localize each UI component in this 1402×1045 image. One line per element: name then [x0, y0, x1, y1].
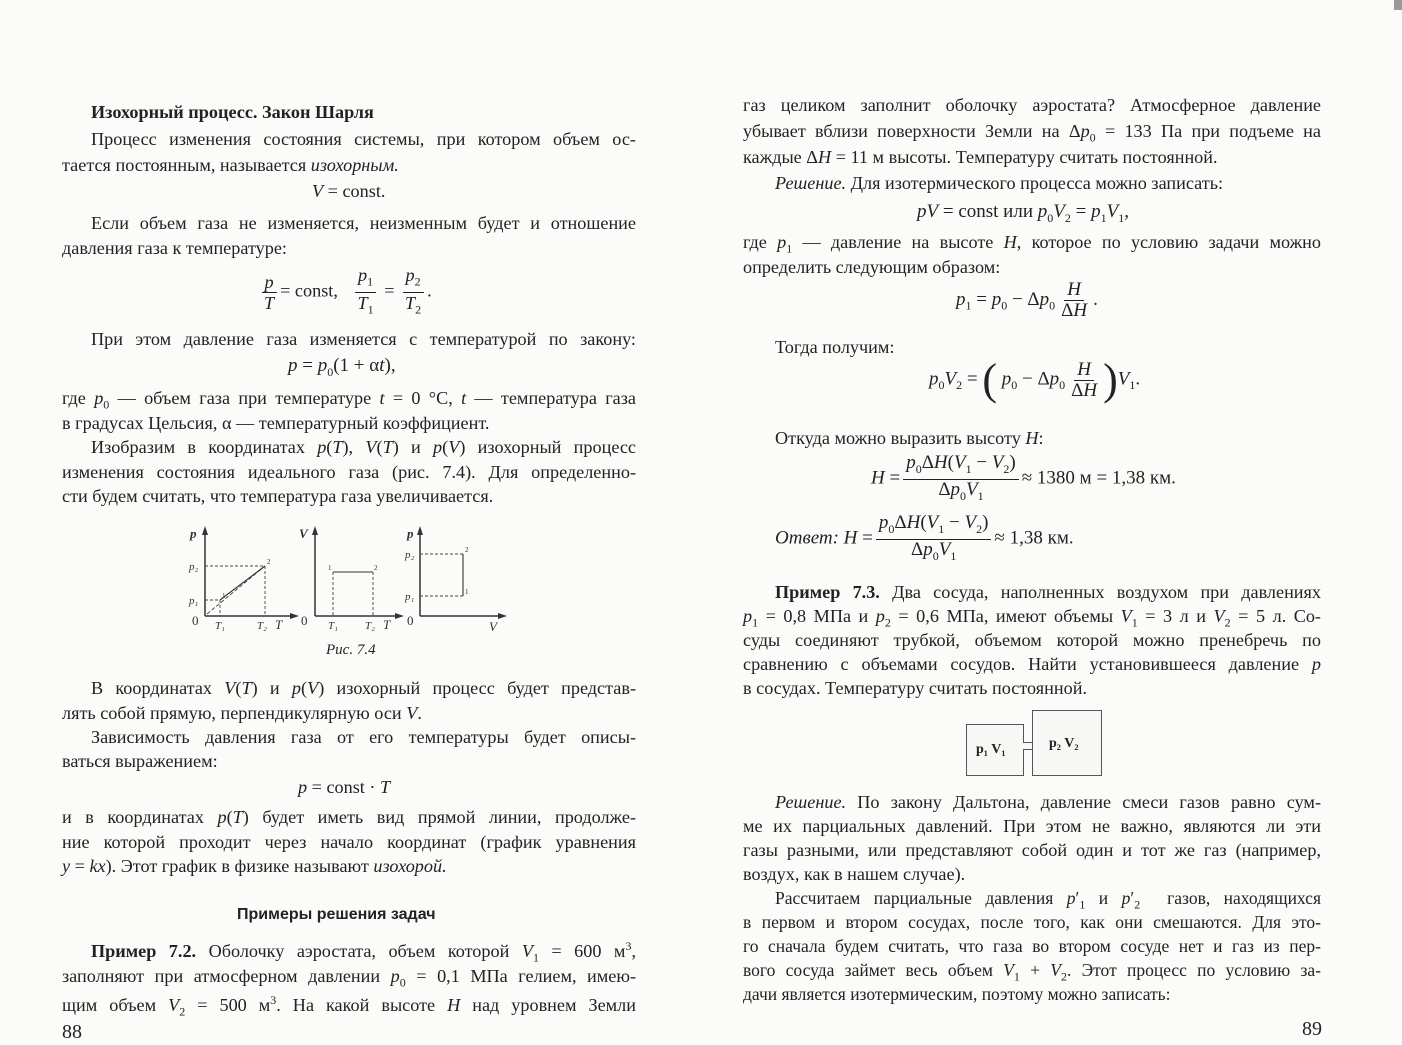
- answer-equation: Ответ: H = $\frac{p_0\Delta H(V_1 - V_2)}{\Delta p_0V_1}$ ≈ 1,38 км.: [775, 512, 1074, 563]
- svg-text:1: 1: [328, 564, 332, 572]
- svg-text:2: 2: [374, 564, 378, 572]
- graph-V-T: [299, 526, 404, 632]
- paragraph-line: в градусах Цельсия, α — температурный коэффициент.: [62, 413, 490, 433]
- paragraph-line: тается постоянным, называется изохорным.: [62, 155, 399, 175]
- svg-text:1: 1: [465, 588, 469, 596]
- svg-text:T₁: T₁: [328, 620, 338, 632]
- svg-text:p: p: [407, 526, 414, 541]
- paragraph-line: каждые ΔH = 11 м высоты. Температуру считать постоянной.: [743, 147, 1218, 167]
- svg-text:T₂: T₂: [257, 620, 267, 632]
- equation-isothermal: pV = const или $p_0V_2 = p_1V_1$,: [917, 201, 1129, 225]
- svg-text:p₁: p₁: [405, 591, 415, 603]
- svg-text:p: p: [190, 526, 197, 541]
- equation-H: H = $\frac{p_0\Delta H(V_1 - V_2)}{\Delta p_0V_1}$ ≈ 1380 м = 1,38 км.: [871, 452, 1176, 503]
- paragraph-line: Процесс изменения состояния системы, при котором объем ос-: [91, 129, 636, 149]
- svg-text:T₁: T₁: [215, 620, 225, 632]
- paragraph-line: Зависимость давления газа от его температуры будет описы-: [91, 727, 636, 747]
- equation-isochoric: V = const.: [312, 181, 386, 201]
- calc-line: вого сосуда займет весь объем $V_1 + V_2$. Этот процесс по условию за-: [743, 960, 1322, 984]
- svg-text:V: V: [299, 526, 308, 541]
- vessel-2: p₂ V₂: [1032, 710, 1102, 776]
- example-7-2-line: заполняют при атмосферном давлении $p_0 = 0,1$ МПа гелием, имею-: [62, 966, 636, 990]
- figure-isochoric-graphs: [185, 520, 515, 635]
- paragraph-line: определить следующим образом:: [743, 257, 1001, 277]
- svg-text:2: 2: [267, 558, 271, 566]
- paragraph-line: В координатах V(T) и p(V) изохорный процесс будет представ-: [91, 678, 636, 698]
- equation-p1: $p_1 = p_0 - \Delta p_0$ $\frac{H}{\Delta H}$ .: [956, 279, 1098, 321]
- example-7-2-line: щим объем $V_2 = 500$ $м^3$. На какой высоте H над уровнем Земли: [62, 993, 636, 1019]
- svg-text:p₂: p₂: [405, 549, 415, 561]
- right-page: [701, 0, 1402, 1045]
- equation-charles: $\frac{p}{T}$ = const, $\frac{p_1}{T_1}$ = $\frac{p_2}{T_2}$ .: [258, 265, 432, 319]
- equation-substituted: $p_0V_2$ = ( $p_0 - \Delta p_0$ $\frac{H}{\Delta H}$ )$V_1$.: [929, 355, 1141, 404]
- vessel-1: p₁ V₁: [966, 724, 1024, 776]
- svg-text:T₂: T₂: [365, 620, 375, 632]
- paragraph-line: ние которой проходит через начало координат (график уравнения: [62, 832, 636, 852]
- paragraph-line: давления газа к температуре:: [62, 238, 287, 258]
- equation-p-const-T: p = const · T: [298, 777, 391, 797]
- paragraph-line: где $p_1$ — давление на высоте H, которое по условию задачи можно: [743, 232, 1321, 256]
- paragraph-line: газ целиком заполнит оболочку аэростата? Атмосферное давление: [743, 95, 1321, 115]
- svg-text:0: 0: [301, 613, 308, 628]
- paragraph-line: Тогда получим:: [775, 337, 895, 357]
- paragraph-line: и в координатах p(T) будет иметь вид прямой линии, продолже-: [62, 807, 636, 827]
- solution-line: Решение. По закону Дальтона, давление смеси газов равно сум-: [775, 792, 1321, 812]
- svg-text:p₂: p₂: [189, 561, 199, 573]
- figure-caption: Рис. 7.4: [326, 642, 376, 658]
- solution-line: газы разными, или представляют собой один и тот же газ (например,: [743, 840, 1321, 860]
- calc-line: го сначала будем считать, что газа во втором сосуде нет и газ из пер-: [743, 936, 1321, 956]
- paragraph-line: убывает вблизи поверхности Земли на $\Delta p_0 = 133$ Па при подъеме на: [743, 121, 1321, 145]
- svg-text:0: 0: [192, 613, 199, 628]
- solution-line: ме их парциальных давлений. При этом не важно, являются ли эти: [743, 816, 1321, 836]
- equation-pressure-law: $p = p_0(1 + \alpha t)$,: [288, 355, 396, 379]
- page-number-right: 89: [1302, 1018, 1322, 1040]
- paragraph-line: Если объем газа не изменяется, неизменным будет и отношение: [91, 213, 636, 233]
- svg-text:p₁: p₁: [189, 595, 199, 607]
- svg-text:1: 1: [222, 592, 226, 600]
- paragraph-line: где $p_0$ — объем газа при температуре t = 0 °C, t — температура газа: [62, 388, 636, 412]
- page-number-left: 88: [62, 1021, 82, 1043]
- calc-line: в первом и втором сосудах, после того, как они смешаются. Для это-: [743, 912, 1321, 932]
- example-7-3-line: Пример 7.3. Два сосуда, наполненных воздухом при давлениях: [775, 582, 1321, 602]
- paragraph-line: y = kx). Этот график в физике называют изохорой.: [62, 856, 447, 876]
- paragraph-line: ваться выражением:: [62, 751, 218, 771]
- solution-line: Решение. Для изотермического процесса можно записать:: [775, 173, 1224, 193]
- example-7-3-line: в сосудах. Температуру считать постоянной.: [743, 678, 1088, 698]
- example-7-3-line: сравнению с объемами сосудов. Найти установившееся давление p: [743, 654, 1321, 674]
- examples-section-title: Примеры решения задач: [237, 906, 436, 923]
- svg-text:2: 2: [465, 546, 469, 554]
- paragraph-line: лять собой прямую, перпендикулярную оси V.: [62, 703, 422, 723]
- calc-line: Рассчитаем парциальные давления $p'_1$ и $p'_2$ газов, находящихся: [775, 888, 1321, 912]
- example-7-3-line: суды соединяют трубкой, объемом которой можно пренебречь по: [743, 630, 1321, 650]
- paragraph-line: изменения состояния идеального газа (рис. 7.4). Для определенно-: [62, 462, 636, 482]
- graph-p-V: [404, 526, 507, 634]
- solution-line: воздух, как в нашем случае).: [743, 864, 966, 884]
- svg-text:V: V: [489, 619, 497, 634]
- example-7-2-line: Пример 7.2. Оболочку аэростата, объем которой $V_1 = 600$ $м^3$,: [91, 939, 636, 965]
- paragraph-line: Откуда можно выразить высоту H:: [775, 428, 1044, 448]
- example-7-3-line: $p_1 = 0,8$ МПа и $p_2 = 0,6$ МПа, имеют объемы $V_1 = 3$ л и $V_2 = 5$ л. Со-: [743, 606, 1321, 630]
- paragraph-line: Изобразим в координатах p(T), V(T) и p(V) изохорный процесс: [91, 437, 636, 457]
- paragraph-line: сти будем считать, что температура газа увеличивается.: [62, 486, 494, 506]
- paragraph-line: При этом давление газа изменяется с температурой по закону:: [91, 329, 636, 349]
- graph-p-T: [188, 526, 299, 632]
- svg-text:T: T: [275, 617, 283, 632]
- svg-text:0: 0: [407, 613, 414, 628]
- section-heading: Изохорный процесс. Закон Шарля: [91, 102, 374, 122]
- calc-line: дачи является изотермическим, поэтому можно записать:: [743, 984, 1171, 1004]
- svg-text:T: T: [383, 617, 391, 632]
